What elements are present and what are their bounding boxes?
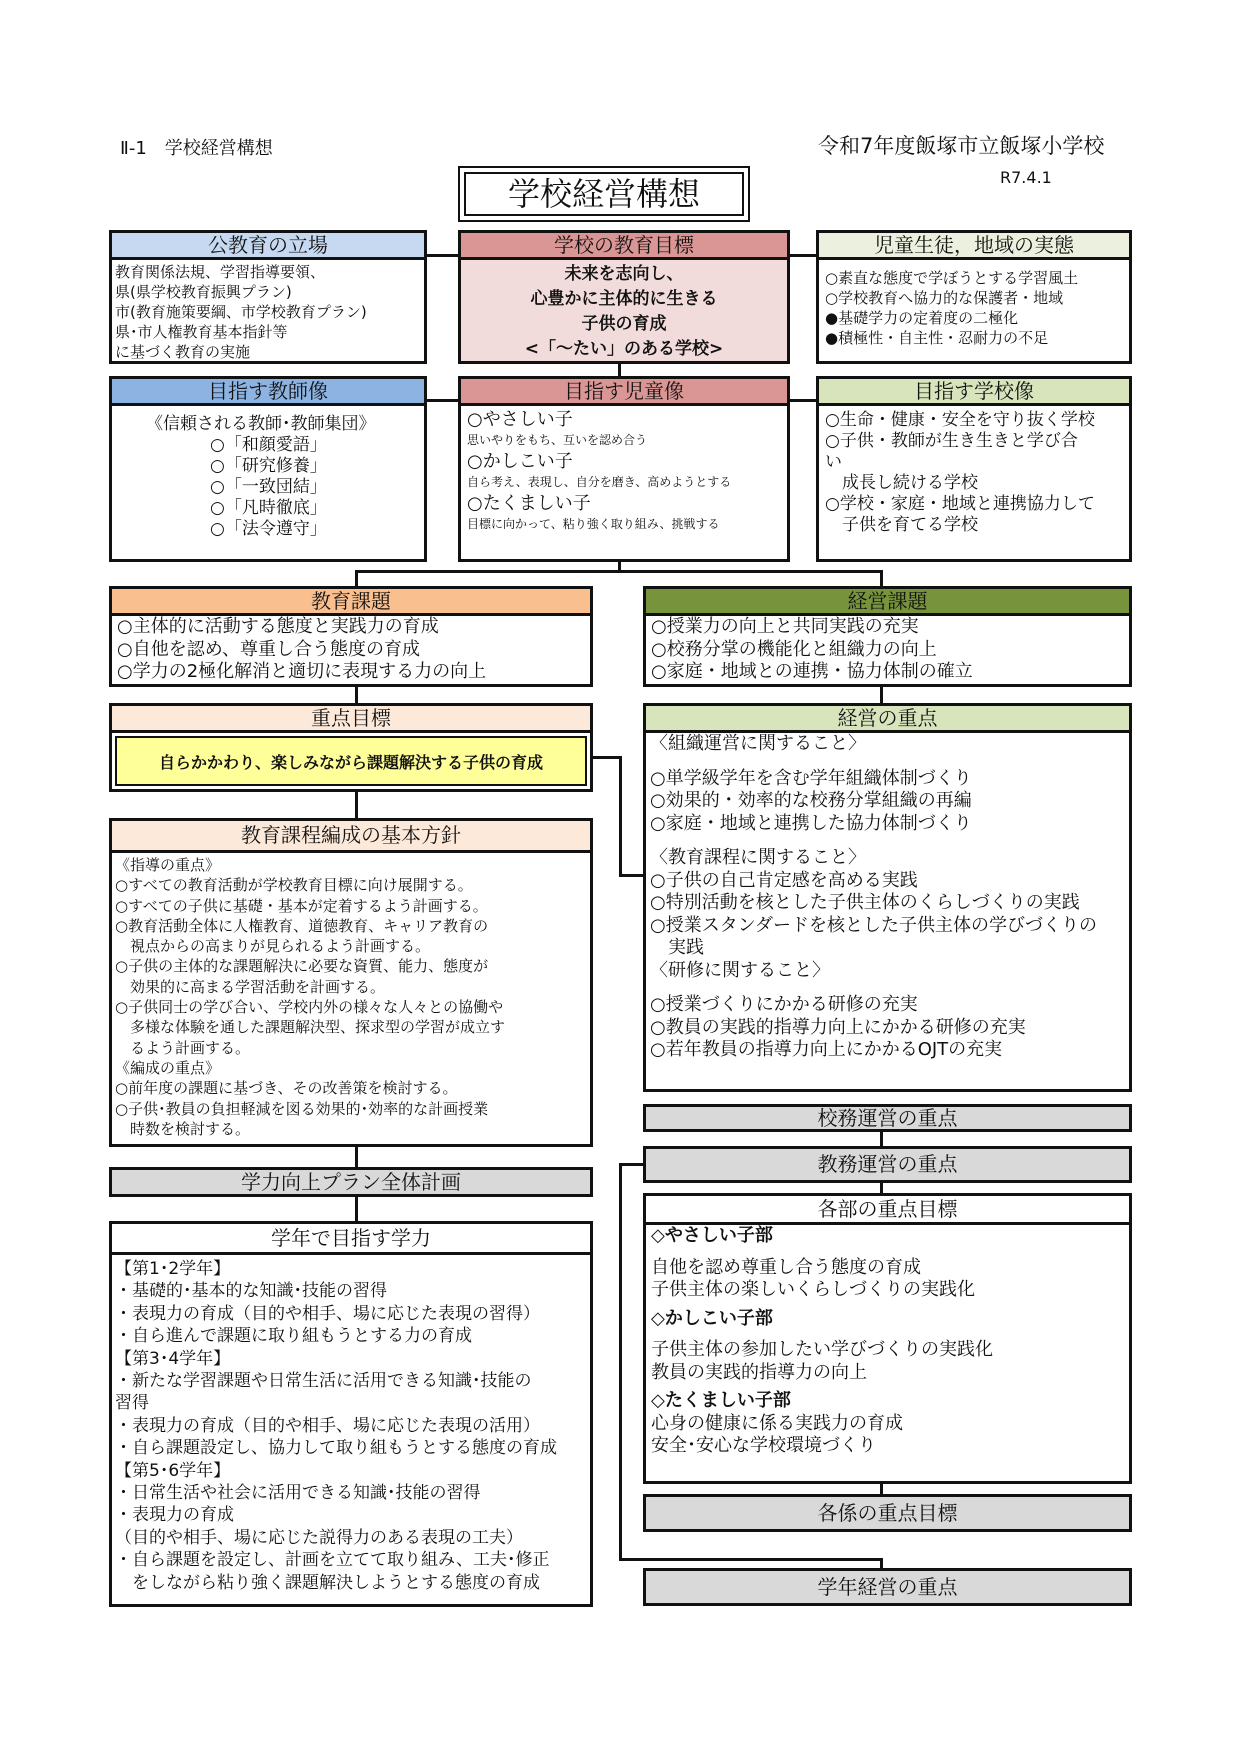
text-line: ○単学級学年を含む学年組織体制づくり (650, 767, 972, 789)
text-line: ●基礎学力の定着度の二極化 (825, 309, 1019, 327)
goal-line: 心豊かに主体的に生きる (530, 289, 718, 309)
text-line: ・自ら進んで課題に取り組もうとする力の育成 (115, 1326, 472, 1347)
text-line: ・自ら課題設定し、協力して取り組もうとする態度の育成 (115, 1438, 557, 1459)
goal-line: <「～たい」のある学校> (524, 339, 724, 359)
text-line: 《指導の重点》 (115, 856, 221, 874)
text-line: ○子供・教師が生き生きと学び合 (825, 431, 1078, 451)
page-title-frame (458, 166, 750, 222)
child-item-sub: 思いやりをもち、互いを認め合う (467, 433, 648, 447)
text-line: 《編成の重点》 (115, 1058, 221, 1077)
connector (355, 790, 358, 820)
edu-issues-box (109, 586, 593, 687)
teacher-image-title: 目指す教師像 (112, 379, 424, 406)
connector (355, 570, 883, 573)
text-line: ○授業づくりにかかる研修の充実 (650, 994, 918, 1015)
text-line: ○教員の実践的指導力向上にかかる研修の充実 (650, 1016, 1026, 1038)
text-line: ○授業力の向上と共同実践の充実 (651, 616, 919, 637)
public-education-title: 公教育の立場 (112, 233, 424, 260)
connector (880, 685, 883, 705)
community-title: 児童生徒，地域の実態 (819, 233, 1129, 260)
connector (619, 1163, 645, 1166)
text-line: ○若年教員の指導力向上にかかるOJTの充実 (650, 1039, 1003, 1060)
edu-affairs-bar: 教務運営の重点 (643, 1146, 1132, 1183)
text-line: ○「和顔愛語」 (210, 435, 327, 455)
text-line: ○学力の2極化解消と適切に表現する力の向上 (117, 661, 487, 682)
text-line: ○家庭・地域との連携・協力体制の確立 (651, 661, 973, 682)
text-line: 【第1･2学年】 (115, 1259, 231, 1279)
child-image-title: 目指す児童像 (461, 379, 787, 406)
mgmt-issues-title: 経営課題 (646, 589, 1129, 616)
section-heading: 〈教育課程に関すること〉 (650, 847, 866, 868)
text-line: 自他を認め尊重し合う態度の育成 (651, 1256, 921, 1278)
grade-mgmt-bar: 学年経営の重点 (643, 1568, 1132, 1606)
school-name: 令和7年度飯塚市立飯塚小学校 (818, 134, 1105, 158)
text-line: ○生命・健康・安全を守り抜く学校 (825, 410, 1095, 430)
text-line: ○「凡時徹底」 (210, 498, 327, 518)
section-heading: 〈組織運営に関すること〉 (650, 733, 866, 754)
text-line: ○子供･教員の負担軽減を図る効果的･効率的な計画授業 (115, 1099, 489, 1118)
text-line: ・表現力の育成 (115, 1505, 234, 1526)
connector (619, 1163, 622, 1561)
text-line: 子供主体の楽しいくらしづくりの実践化 (651, 1279, 975, 1300)
text-line: 視点からの高まりが見られるよう計画する。 (115, 937, 431, 956)
connector (619, 756, 622, 877)
text-line: ○学校・家庭・地域と連携協力して (825, 494, 1095, 514)
text-line: 成長し続ける学校 (825, 473, 978, 493)
section-label: Ⅱ-1 学校経営構想 (120, 138, 273, 159)
child-item-main: ○やさしい子 (467, 409, 573, 430)
text-line: ○校務分掌の機能化と組織力の向上 (651, 638, 937, 660)
text-line: ○効果的・効率的な校務分掌組織の再編 (650, 790, 972, 811)
grade-ability-box (109, 1221, 593, 1607)
text-line: ○子供の主体的な課題解決に必要な資質、能力、態度が (115, 957, 489, 976)
text-line: に基づく教育の実施 (115, 343, 251, 361)
dept-heading: ◇やさしい子部 (651, 1225, 773, 1246)
connector (425, 254, 460, 257)
text-line: 《信頼される教師･教師集団》 (146, 414, 376, 434)
connector (592, 756, 622, 759)
public-education-box (109, 230, 427, 364)
page-title: 学校経営構想 (464, 172, 744, 216)
text-line: ・表現力の育成（目的や相手、場に応じた表現の習得） (115, 1303, 540, 1324)
text-line: （目的や相手、場に応じた説得力のある表現の工夫） (115, 1527, 523, 1548)
dept-goals-title: 各部の重点目標 (646, 1196, 1129, 1225)
dept-heading: ◇かしこい子部 (651, 1307, 773, 1329)
text-line: ・日常生活や社会に活用できる知識･技能の習得 (115, 1483, 481, 1504)
text-line: い (825, 452, 842, 472)
school-affairs-bar: 校務運営の重点 (643, 1104, 1132, 1132)
text-line: ○「一致団結」 (210, 477, 327, 497)
text-line: ・基礎的･基本的な知識･技能の習得 (115, 1281, 387, 1302)
text-line: ○教育活動全体に人権教育、道徳教育、キャリア教育の (115, 916, 489, 935)
child-image-box (458, 376, 790, 562)
text-line: ○「法令遵守」 (210, 519, 327, 539)
school-image-box (816, 376, 1132, 562)
text-line: 効果的に高まる学習活動を計画する。 (115, 977, 386, 996)
text-line: ○素直な態度で学ぼうとする学習風土 (825, 269, 1079, 287)
child-item-sub: 目標に向かって、粘り強く取り組み、挑戦する (467, 517, 720, 531)
text-line: ○家庭・地域と連携した協力体制づくり (650, 812, 972, 834)
text-line: 県(県学校教育振興プラン) (115, 283, 292, 301)
dept-goals-box (643, 1193, 1132, 1484)
text-line: るよう計画する。 (115, 1038, 251, 1057)
school-goal-title: 学校の教育目標 (461, 233, 787, 260)
text-line: 県･市人権教育基本指針等 (115, 323, 288, 341)
text-line: 心身の健康に係る実践力の育成 (651, 1412, 903, 1434)
text-line: ○学校教育へ協力的な保護者・地域 (825, 289, 1064, 307)
connector (355, 1145, 358, 1169)
text-line: 教員の実践的指導力の向上 (651, 1361, 867, 1383)
school-image-title: 目指す学校像 (819, 379, 1129, 406)
text-line: 【第5･6学年】 (115, 1460, 231, 1481)
text-line: 子供を育てる学校 (825, 515, 978, 535)
child-item-sub: 自ら考え、表現し、自分を磨き、高めようとする (467, 475, 732, 489)
academic-plan-bar: 学力向上プラン全体計画 (109, 1167, 593, 1197)
connector (619, 874, 645, 877)
grade-ability-title: 学年で目指す学力 (112, 1224, 590, 1255)
text-line: 教育関係法規、学習指導要領、 (115, 263, 326, 281)
connector (425, 399, 460, 402)
text-line: 子供主体の参加したい学びづくりの実践化 (651, 1339, 993, 1360)
edu-issues-title: 教育課題 (112, 589, 590, 616)
text-line: ○特別活動を核とした子供主体のくらしづくりの実践 (650, 892, 1080, 913)
connector (355, 1195, 358, 1223)
text-line: ○自他を認め、尊重し合う態度の育成 (117, 638, 420, 660)
text-line: 安全･安心な学校環境づくり (651, 1435, 876, 1456)
text-line: 多様な体験を通した課題解決型、探求型の学習が成立す (115, 1018, 506, 1037)
goal-line: 未来を志向し、 (564, 264, 684, 284)
text-line: 市(教育施策要綱、市学校教育プラン) (115, 303, 367, 321)
mgmt-priority-box (643, 703, 1132, 1092)
curriculum-title: 教育課程編成の基本方針 (112, 821, 590, 853)
text-line: ○子供同士の学び合い、学校内外の様々な人々との協働や (115, 998, 504, 1017)
text-line: ●積極性・自主性・忍耐力の不足 (825, 329, 1049, 347)
text-line: ・表現力の育成（目的や相手、場に応じた表現の活用） (115, 1415, 540, 1436)
text-line: ○「研究修養」 (210, 456, 327, 476)
connector (788, 254, 818, 257)
text-line: ○主体的に活動する態度と実践力の育成 (117, 616, 439, 637)
priority-goal-box (109, 703, 593, 792)
text-line: ○前年度の課題に基づき、その改善策を検討する。 (115, 1079, 458, 1098)
text-line: をしながら粘り強く課題解決しようとする態度の育成 (115, 1572, 540, 1593)
connector (619, 1558, 883, 1561)
text-line: 実践 (650, 937, 704, 958)
connector (355, 685, 358, 705)
priority-goal-title: 重点目標 (112, 706, 590, 733)
text-line: 習得 (115, 1393, 149, 1414)
priority-goal-text: 自らかかわり、楽しみながら課題解決する子供の育成 (115, 736, 587, 786)
goal-line: 子供の育成 (581, 314, 667, 334)
mgmt-priority-title: 経営の重点 (646, 706, 1129, 733)
community-box (816, 230, 1132, 364)
child-item-main: ○かしこい子 (467, 451, 573, 472)
text-line: 【第3･4学年】 (115, 1348, 231, 1369)
mgmt-issues-box (643, 586, 1132, 687)
teacher-image-box (109, 376, 427, 562)
date-label: R7.4.1 (1000, 168, 1052, 187)
connector (788, 399, 818, 402)
text-line: ○すべての子供に基礎・基本が定着するよう計画する。 (115, 896, 488, 915)
curriculum-box (109, 818, 593, 1147)
dept-heading: ◇たくましい子部 (651, 1390, 791, 1411)
school-goal-box (458, 230, 790, 364)
staff-goals-bar: 各係の重点目標 (643, 1494, 1132, 1532)
section-heading: 〈研修に関すること〉 (650, 959, 830, 981)
child-item-main: ○たくましい子 (467, 493, 591, 514)
text-line: ○授業スタンダードを核とした子供主体の学びづくりの (650, 914, 1097, 936)
text-line: ・自ら課題を設定し、計画を立てて取り組み、工夫･修正 (115, 1550, 550, 1571)
text-line: ・新たな学習課題や日常生活に活用できる知識･技能の (115, 1371, 532, 1392)
text-line: ○すべての教育活動が学校教育目標に向け展開する。 (115, 876, 473, 895)
text-line: ○子供の自己肯定感を高める実践 (650, 869, 918, 891)
text-line: 時数を検討する。 (115, 1119, 251, 1138)
